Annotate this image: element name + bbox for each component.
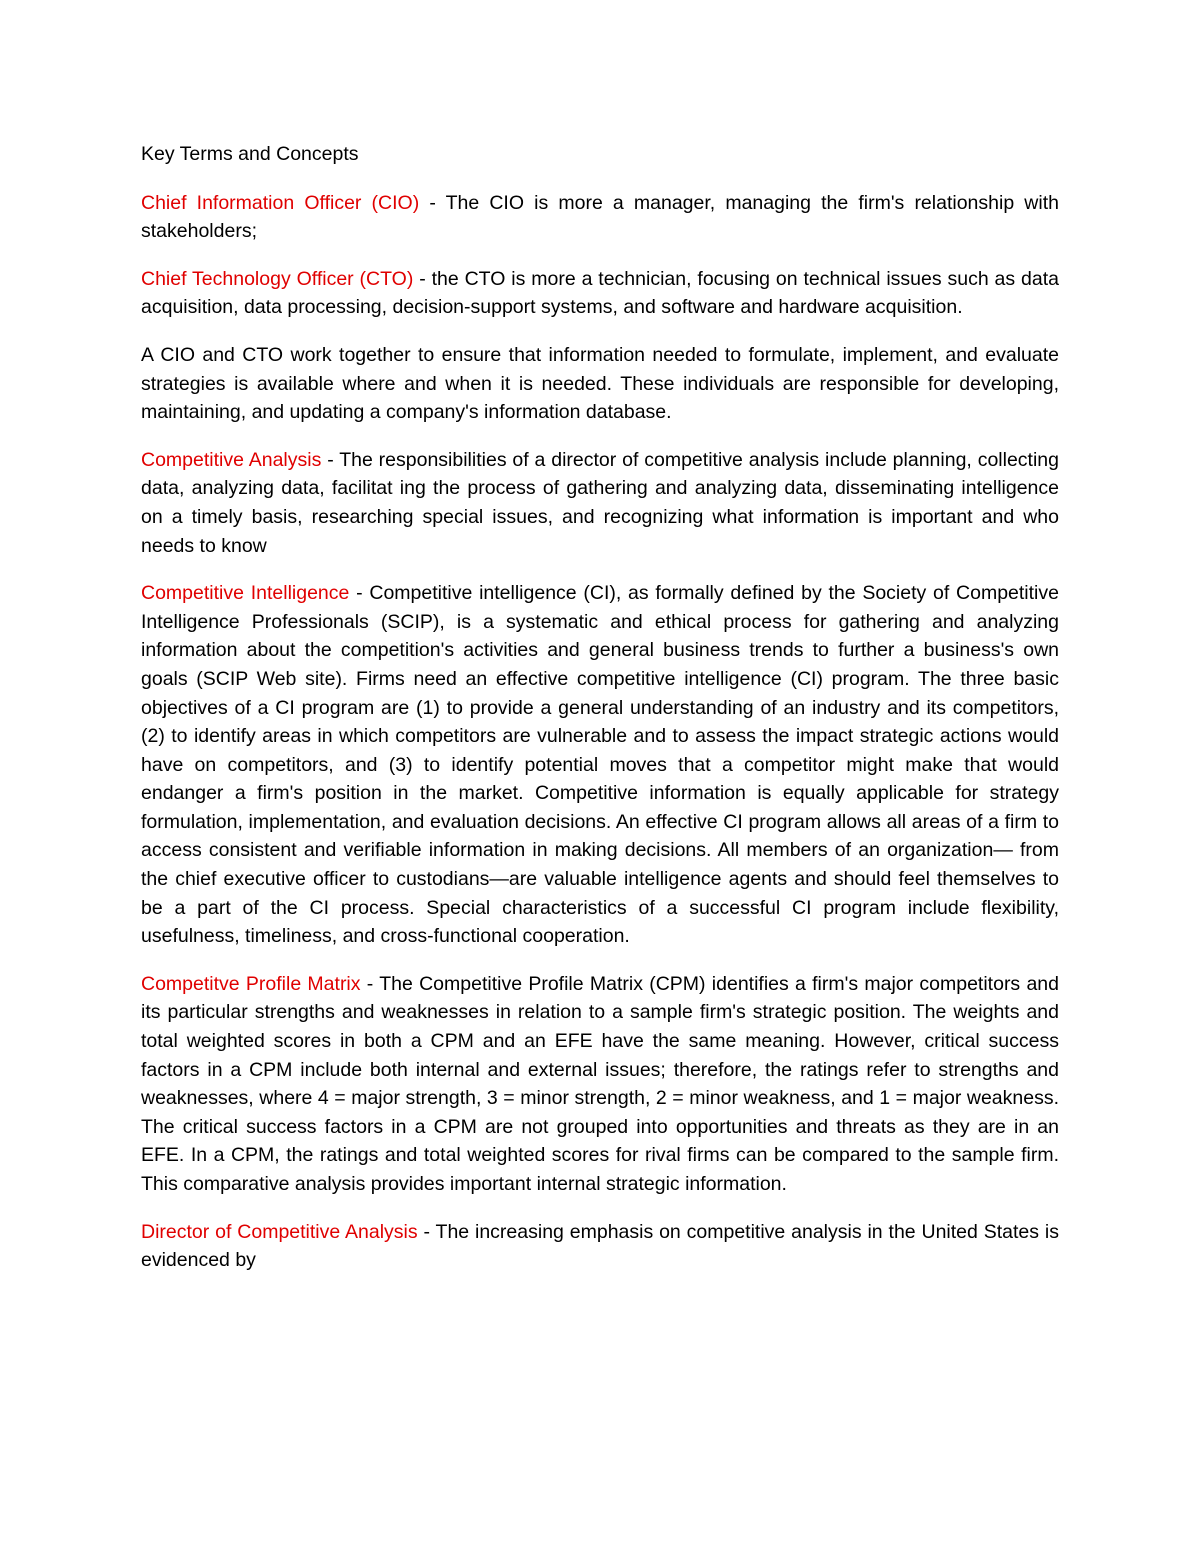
term-separator: - [417, 1220, 436, 1243]
definition-cio [141, 189, 1059, 246]
term-separator: - [413, 267, 432, 290]
page-title: Key Terms and Concepts [141, 143, 359, 165]
document-page [141, 140, 1059, 1294]
paragraph-text: A CIO and CTO work together to ensure that information needed to formulate, implement, and evaluate strategies is available where and when it is needed. These individuals are responsible for developing, maintaining, and updating a company's information database. [141, 343, 1059, 424]
term-label: Competitive Analysis [141, 448, 322, 471]
definition-text: The responsibilities of a director of competitive analysis include planning, collecting data, analyzing data, facilitat ing the process of gathering and analyzing data, disseminating intelligence on a timely basis, researching special issues, and recognizing what information is important and who needs to know [141, 448, 1059, 557]
term-label: Director of Competitive Analysis [141, 1220, 418, 1243]
term-separator: - [360, 972, 380, 995]
term-label: Competitive Intelligence [141, 582, 350, 605]
definition-text: The CIO is more a manager, managing the firm's relationship with stakeholders; [141, 191, 1059, 243]
definition-text: the CTO is more a technician, focusing on technical issues such as data acquisition, data processing, decision-support systems, and software and hardware acquisition. [141, 267, 1059, 319]
definition-cto [141, 265, 1059, 322]
definition-director-competitive-analysis [141, 1218, 1059, 1275]
cio-cto-paragraph [141, 341, 1059, 427]
term-separator: - [349, 582, 370, 605]
definition-text: The Competitive Profile Matrix (CPM) identifies a firm's major competitors and its particular strengths and weaknesses in relation to a sample firm's strategic position. The weights and total weighted scores in both a CPM and an EFE have the same meaning. However, critical success factors in a CPM include both internal and external issues; therefore, the ratings refer to strengths and weaknesses, where 4 = major strength, 3 = minor strength, 2 = minor weakness, and 1 = major weakness. The critical success factors in a CPM are not grouped into opportunities and threats as they are in an EFE. In a CPM, the ratings and total weighted scores for rival firms can be compared to the sample firm. This comparative analysis provides important internal strategic information. [141, 972, 1059, 1195]
definition-competitive-profile-matrix [141, 970, 1059, 1199]
term-separator: - [419, 191, 446, 214]
definition-text: The increasing emphasis on competitive analysis in the United States is evidenced by [141, 1220, 1059, 1272]
definition-competitive-intelligence [141, 579, 1059, 951]
definition-text: Competitive intelligence (CI), as formally defined by the Society of Competitive Intelligence Professionals (SCIP), is a systematic and ethical process for gathering and analyzing information about the competition's activities and general business trends to further a business's own goals (SCIP Web site). Firms need an effective competitive intelligence (CI) program. The three basic objectives of a CI program are (1) to provide a general understanding of an industry and its competitors, (2) to identify areas in which competitors are vulnerable and to assess the impact strategic actions would have on competitors, and (3) to identify potential moves that a competitor might make that would endanger a firm's position in the market. Competitive information is equally applicable for strategy formulation, implementation, and evaluation decisions. An effective CI program allows all areas of a firm to access consistent and verifiable information in making decisions. All members of an organization— from the chief executive officer to custodians—are valuable intelligence agents and should feel themselves to be a part of the CI process. Special characteristics of a successful CI program include flexibility, usefulness, timeliness, and cross-functional cooperation. [141, 582, 1059, 948]
term-label: Chief Technology Officer (CTO) [141, 267, 414, 290]
definition-competitive-analysis [141, 446, 1059, 560]
term-label: Competitve Profile Matrix [141, 972, 361, 995]
term-separator: - [321, 448, 340, 471]
term-label: Chief Information Officer (CIO) [141, 191, 420, 214]
